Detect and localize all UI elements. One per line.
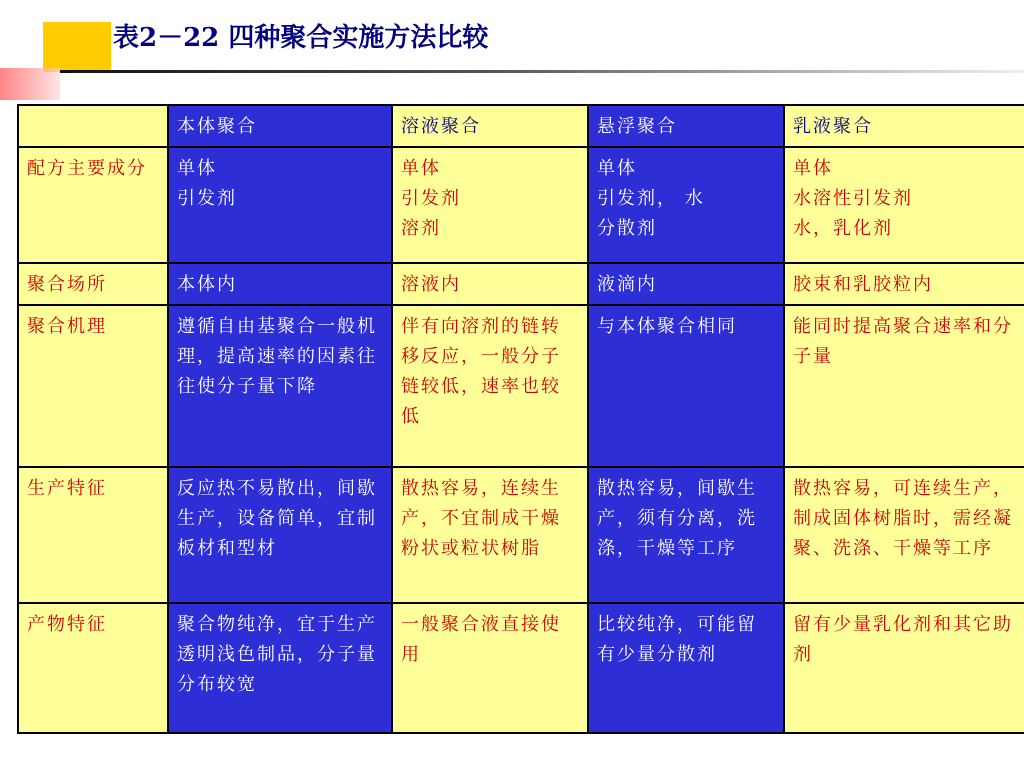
- table-cell: 留有少量乳化剂和其它助剂: [784, 603, 1024, 733]
- table-cell: 聚合物纯净，宜于生产透明浅色制品，分子量分布较宽: [168, 603, 392, 733]
- title-underline: [60, 70, 1024, 73]
- row-label: 产物特征: [18, 603, 168, 733]
- cell-line: 单体: [597, 158, 637, 179]
- table-cell: [784, 147, 1024, 263]
- table-cell: [168, 147, 392, 263]
- cell-line: 单体: [177, 158, 217, 179]
- table-header-emulsion: 乳液聚合: [784, 105, 1024, 147]
- table-header-solution: 溶液聚合: [392, 105, 588, 147]
- comparison-table: [17, 104, 1024, 734]
- table-header-suspension: 悬浮聚合: [588, 105, 784, 147]
- table-cell: 散热容易，可连续生产，制成固体树脂时，需经凝聚、洗涤、干燥等工序: [784, 467, 1024, 603]
- cell-line: 引发剂: [401, 188, 461, 209]
- table-header-row: [18, 105, 1024, 147]
- table-cell: 本体内: [168, 263, 392, 305]
- table-header-corner: [18, 105, 168, 147]
- table-cell: 液滴内: [588, 263, 784, 305]
- table-cell: 胶束和乳胶粒内: [784, 263, 1024, 305]
- row-label: 配方主要成分: [18, 147, 168, 263]
- row-label: 聚合场所: [18, 263, 168, 305]
- cell-line: 引发剂， 水: [597, 188, 705, 209]
- title-accent-block: [43, 22, 111, 72]
- table-row: [18, 263, 1024, 305]
- table-cell: [588, 147, 784, 263]
- table-row: [18, 603, 1024, 733]
- page-title: 表2－22 四种聚合实施方法比较: [113, 23, 489, 53]
- table-row: [18, 305, 1024, 467]
- table-cell: 与本体聚合相同: [588, 305, 784, 467]
- title-accent-gradient: [0, 68, 60, 100]
- cell-line: 溶剂: [401, 218, 441, 239]
- table-row: [18, 467, 1024, 603]
- cell-line: 引发剂: [177, 188, 237, 209]
- table-cell: 伴有向溶剂的链转移反应，一般分子链较低，速率也较低: [392, 305, 588, 467]
- table-header-bulk: 本体聚合: [168, 105, 392, 147]
- table-row: [18, 147, 1024, 263]
- table-cell: 能同时提高聚合速率和分子量: [784, 305, 1024, 467]
- cell-line: 单体: [401, 158, 441, 179]
- row-label: 生产特征: [18, 467, 168, 603]
- cell-line: 单体: [793, 158, 833, 179]
- table-cell: 遵循自由基聚合一般机理，提高速率的因素往往使分子量下降: [168, 305, 392, 467]
- table-cell: 比较纯净，可能留有少量分散剂: [588, 603, 784, 733]
- table-cell: 散热容易，间歇生产，须有分离，洗涤，干燥等工序: [588, 467, 784, 603]
- table-cell: [392, 147, 588, 263]
- table-cell: 反应热不易散出，间歇生产，设备简单，宜制板材和型材: [168, 467, 392, 603]
- row-label: 聚合机理: [18, 305, 168, 467]
- table-cell: 溶液内: [392, 263, 588, 305]
- table-cell: 一般聚合液直接使用: [392, 603, 588, 733]
- table-cell: 散热容易，连续生产，不宜制成干燥粉状或粒状树脂: [392, 467, 588, 603]
- cell-line: 水溶性引发剂: [793, 188, 913, 209]
- cell-line: 分散剂: [597, 218, 657, 239]
- cell-line: 水，乳化剂: [793, 218, 893, 239]
